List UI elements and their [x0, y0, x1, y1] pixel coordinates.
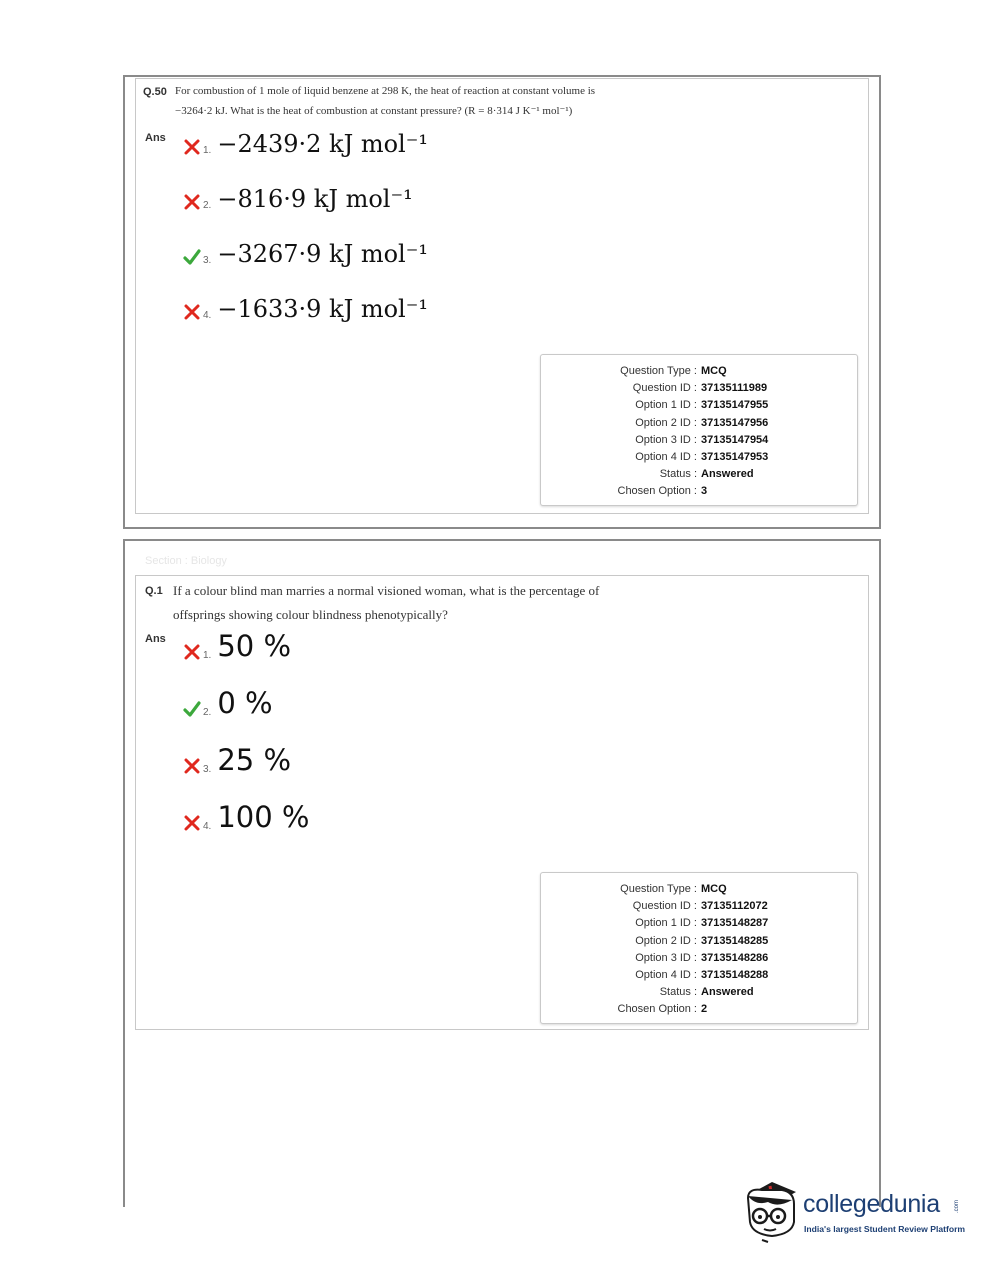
option-text: 25 %: [217, 743, 292, 777]
info-row: [541, 1001, 857, 1018]
info-row: [541, 915, 857, 932]
cross-icon: [183, 303, 201, 321]
logo-suffix: .com: [954, 1200, 960, 1214]
answer-option: [183, 132, 428, 156]
logo-tagline: India's largest Student Review Platform: [804, 1224, 966, 1234]
info-row: [541, 984, 857, 1001]
info-value: 2: [701, 1003, 708, 1016]
collegedunia-logo: [742, 1176, 972, 1246]
question-info-box: [540, 354, 858, 506]
cross-icon: [183, 193, 201, 211]
info-key: Question ID :: [632, 382, 697, 395]
option-number: 3.: [203, 764, 212, 775]
option-text: 50 %: [217, 629, 292, 663]
answer-option: [183, 187, 413, 211]
info-row: [541, 397, 857, 414]
answer-option: [183, 629, 292, 663]
info-key: Option 2 ID :: [635, 416, 697, 429]
cross-icon: [183, 814, 201, 832]
option-text: −2439·2 kJ mol⁻¹: [217, 130, 429, 158]
option-text: 100 %: [217, 800, 310, 834]
answer-option: [183, 686, 273, 720]
info-row: [541, 449, 857, 466]
info-value: Answered: [701, 468, 754, 481]
mascot-icon: [742, 1176, 800, 1244]
cross-icon: [183, 757, 201, 775]
question-text-line1: If a colour blind man marries a normal visioned woman, what is the percentage of: [173, 583, 600, 598]
option-number: 1.: [203, 145, 212, 156]
cross-icon: [183, 138, 201, 156]
info-key: Option 4 ID :: [635, 969, 697, 981]
answer-label: Ans: [145, 132, 166, 144]
info-key: Question ID :: [632, 900, 697, 913]
option-number: 4.: [203, 310, 212, 321]
info-value: 37135147953: [701, 451, 769, 463]
section-header: Section : Biology: [145, 555, 227, 567]
info-row: [541, 967, 857, 984]
info-row: [541, 933, 857, 950]
info-value: 37135148286: [701, 951, 769, 964]
question-text-line2: offsprings showing colour blindness phenotypically?: [173, 607, 448, 622]
option-number: 2.: [203, 707, 212, 718]
info-key: Question Type :: [620, 883, 697, 895]
info-key: Option 1 ID :: [635, 917, 697, 930]
info-key: Option 2 ID :: [635, 934, 697, 947]
info-key: Chosen Option :: [617, 1003, 697, 1016]
info-value: MCQ: [701, 365, 727, 377]
question-text-line1: For combustion of 1 mole of liquid benzene at 298 K, the heat of reaction at constant volume is: [175, 85, 596, 97]
info-value: 37135112072: [701, 900, 768, 913]
info-key: Option 3 ID :: [635, 433, 697, 446]
answer-option: [183, 743, 292, 777]
logo-wordmark: collegedunia: [803, 1190, 940, 1218]
answer-option: [183, 297, 428, 321]
info-row: [541, 363, 857, 380]
question-text-line2: −3264·2 kJ. What is the heat of combustion at constant pressure? (R = 8·314 J K⁻¹ mol⁻¹): [175, 105, 573, 117]
question-info-box: [540, 872, 858, 1024]
info-value: 37135148285: [701, 934, 769, 947]
cross-icon: [183, 643, 201, 661]
question-number: Q.1: [145, 585, 163, 597]
info-key: Chosen Option :: [617, 485, 697, 498]
info-key: Status :: [659, 468, 697, 481]
info-row: [541, 881, 857, 898]
info-key: Option 1 ID :: [635, 399, 697, 412]
info-row: [541, 380, 857, 397]
option-text: −3267·9 kJ mol⁻¹: [217, 240, 429, 268]
info-value: 37135147956: [701, 416, 769, 429]
option-number: 2.: [203, 200, 212, 211]
check-icon: [183, 700, 201, 718]
info-value: MCQ: [701, 883, 727, 895]
info-value: 3: [701, 485, 708, 498]
info-row: [541, 415, 857, 432]
info-key: Question Type :: [620, 365, 697, 377]
info-row: [541, 483, 857, 500]
info-value: 37135147954: [701, 433, 769, 446]
check-icon: [183, 248, 201, 266]
answer-option: [183, 800, 310, 834]
answer-label: Ans: [145, 633, 166, 645]
option-number: 4.: [203, 821, 212, 832]
answer-option: [183, 242, 428, 266]
info-row: [541, 950, 857, 967]
option-text: −1633·9 kJ mol⁻¹: [217, 295, 429, 323]
info-row: [541, 466, 857, 483]
info-value: Answered: [701, 986, 754, 999]
info-value: 37135148288: [701, 969, 769, 981]
info-row: [541, 432, 857, 449]
info-key: Option 4 ID :: [635, 451, 697, 463]
option-text: 0 %: [217, 686, 273, 720]
info-value: 37135111989: [701, 382, 768, 395]
question-number: Q.50: [143, 86, 167, 98]
info-value: 37135147955: [701, 399, 769, 412]
info-value: 37135148287: [701, 917, 769, 930]
info-key: Status :: [659, 986, 697, 999]
info-row: [541, 898, 857, 915]
option-number: 3.: [203, 255, 212, 266]
option-text: −816·9 kJ mol⁻¹: [217, 185, 413, 213]
option-number: 1.: [203, 650, 212, 661]
info-key: Option 3 ID :: [635, 951, 697, 964]
